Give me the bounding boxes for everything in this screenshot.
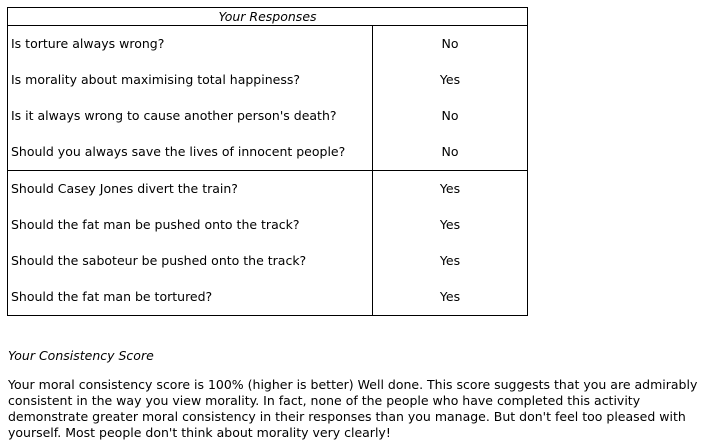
question-text: Should Casey Jones divert the train? — [8, 171, 373, 208]
answer-text: No — [373, 134, 528, 171]
question-text: Should the fat man be pushed onto the track? — [8, 207, 373, 243]
table-row — [8, 62, 528, 98]
question-text: Is torture always wrong? — [8, 26, 373, 63]
table-row — [8, 134, 528, 171]
table-row — [8, 207, 528, 243]
answer-text: Yes — [373, 62, 528, 98]
score-heading: Your Consistency Score — [8, 348, 154, 363]
responses-table — [7, 7, 528, 316]
score-description: Your moral consistency score is 100% (higher is better) Well done. This score suggests that you are admirably consistent in the way you view morality. In fact, none of the people who have completed this activity demonstrate greater moral consistency in their responses than you manage. But don't feel too pleased with yourself. Most people don't think about morality very clearly! — [8, 377, 698, 440]
answer-text: Yes — [373, 207, 528, 243]
answer-text: No — [373, 98, 528, 134]
responses-group-1 — [8, 26, 528, 171]
table-row — [8, 243, 528, 279]
answer-text: Yes — [373, 171, 528, 208]
table-row — [8, 279, 528, 316]
answer-text: Yes — [373, 243, 528, 279]
question-text: Should the saboteur be pushed onto the track? — [8, 243, 373, 279]
table-row — [8, 171, 528, 208]
responses-title: Your Responses — [8, 8, 528, 26]
answer-text: Yes — [373, 279, 528, 316]
question-text: Should you always save the lives of innocent people? — [8, 134, 373, 171]
question-text: Is morality about maximising total happiness? — [8, 62, 373, 98]
responses-group-2 — [8, 171, 528, 316]
answer-text: No — [373, 26, 528, 63]
table-row — [8, 26, 528, 63]
question-text: Is it always wrong to cause another person's death? — [8, 98, 373, 134]
table-row — [8, 98, 528, 134]
question-text: Should the fat man be tortured? — [8, 279, 373, 316]
